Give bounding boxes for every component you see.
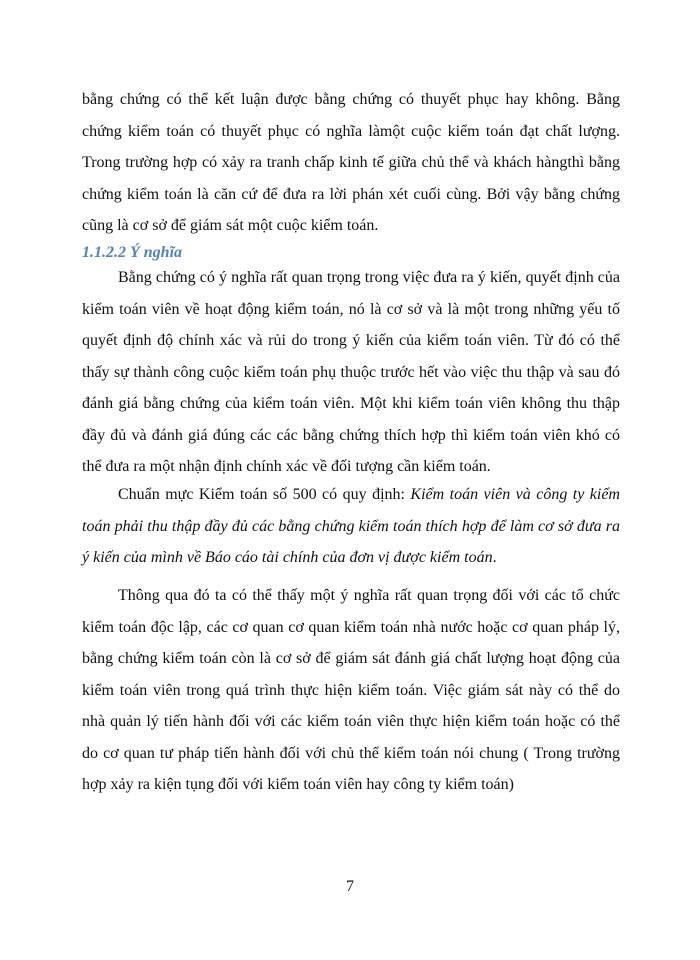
text-line: thấy sự thành công cuộc kiểm toán phụ thuộc trước hết vào việc thu thập và sau đó — [82, 363, 620, 381]
text-line: hợp xảy ra kiện tụng đối với kiểm toán viên hay công ty kiểm toán) — [82, 776, 514, 793]
standard-lead-text: Chuẩn mực Kiểm toán số 500 có quy định: — [118, 486, 411, 503]
paragraph-standard-500 — [82, 479, 620, 574]
page-number: 7 — [346, 878, 354, 895]
text-line: đầy đủ và đánh giá đúng các các bằng chứng thích hợp thì kiểm toán viên khó có — [82, 426, 620, 444]
text-line: do cơ quan tư pháp tiến hành đối với chủ thể kiểm toán nói chung ( Trong trường — [82, 744, 620, 762]
text-line: Thông qua đó ta có thể thấy một ý nghĩa rất quan trọng đối với các tổ chức — [118, 587, 620, 604]
text-line — [82, 542, 620, 574]
text-line: Bằng chứng có ý nghĩa rất quan trọng trong việc đưa ra ý kiến, quyết định của — [118, 269, 620, 286]
text-line: chứng kiểm toán là căn cứ để đưa ra lời phán xét cuối cùng. Bởi vậy bằng chứng — [82, 185, 620, 203]
standard-quote-text: toán phải thu thập đầy đủ các bằng chứng kiểm toán thích hợp để làm cơ sở đưa ra — [82, 517, 620, 535]
period: . — [492, 549, 497, 566]
standard-quote-text: ý kiến của mình về Báo cáo tài chính của đơn vị được kiểm toán — [82, 549, 493, 566]
text-line: cũng là cơ sở để giám sát một cuộc kiểm toán. — [82, 217, 379, 234]
paragraph-significance — [82, 262, 620, 483]
text-line — [82, 479, 620, 511]
text-line: chứng kiểm toán có thuyết phục có nghĩa làmột cuộc kiểm toán đạt chất lượng. — [82, 122, 620, 140]
standard-quote-text: Kiểm toán viên và công ty kiểm — [410, 486, 620, 503]
paragraph-evidence-persuasiveness — [82, 84, 620, 242]
text-line: nhà quản lý tiến hành đối với các kiểm toán viên thực hiện kiểm toán hoặc có thể — [82, 713, 620, 730]
text-line: Trong trường hợp có xảy ra tranh chấp kinh tế giữa chủ thể và khách hàngthì bằng — [82, 154, 620, 171]
text-line: bằng chứng có thể kết luận được bằng chứng có thuyết phục hay không. Bằng — [82, 91, 620, 108]
section-heading: 1.1.2.2 Ý nghĩa — [82, 244, 183, 261]
text-line: bằng chứng kiểm toán còn là cơ sở để giám sát đánh giá chất lượng hoạt động của — [82, 650, 620, 667]
text-line: đánh giá bằng chứng của kiểm toán viên. Một khi kiểm toán viên không thu thập — [82, 395, 620, 412]
text-line: kiểm toán viên trong quá trình thực hiện kiểm toán. Việc giám sát này có thể do — [82, 681, 620, 699]
text-line: kiểm toán viên về hoạt động kiểm toán, nó là cơ sở và là một trong những yếu tố — [82, 300, 620, 318]
text-line: thể đưa ra một nhận định chính xác về đối tượng cần kiểm toán. — [82, 458, 491, 475]
paragraph-supervision — [82, 580, 620, 801]
text-line: quyết định độ chính xác và rủi do trong ý kiến của kiểm toán viên. Từ đó có thể — [82, 332, 620, 349]
text-line: kiểm toán độc lập, các cơ quan cơ quan kiểm toán nhà nước hoặc cơ quan pháp lý, — [82, 618, 620, 636]
